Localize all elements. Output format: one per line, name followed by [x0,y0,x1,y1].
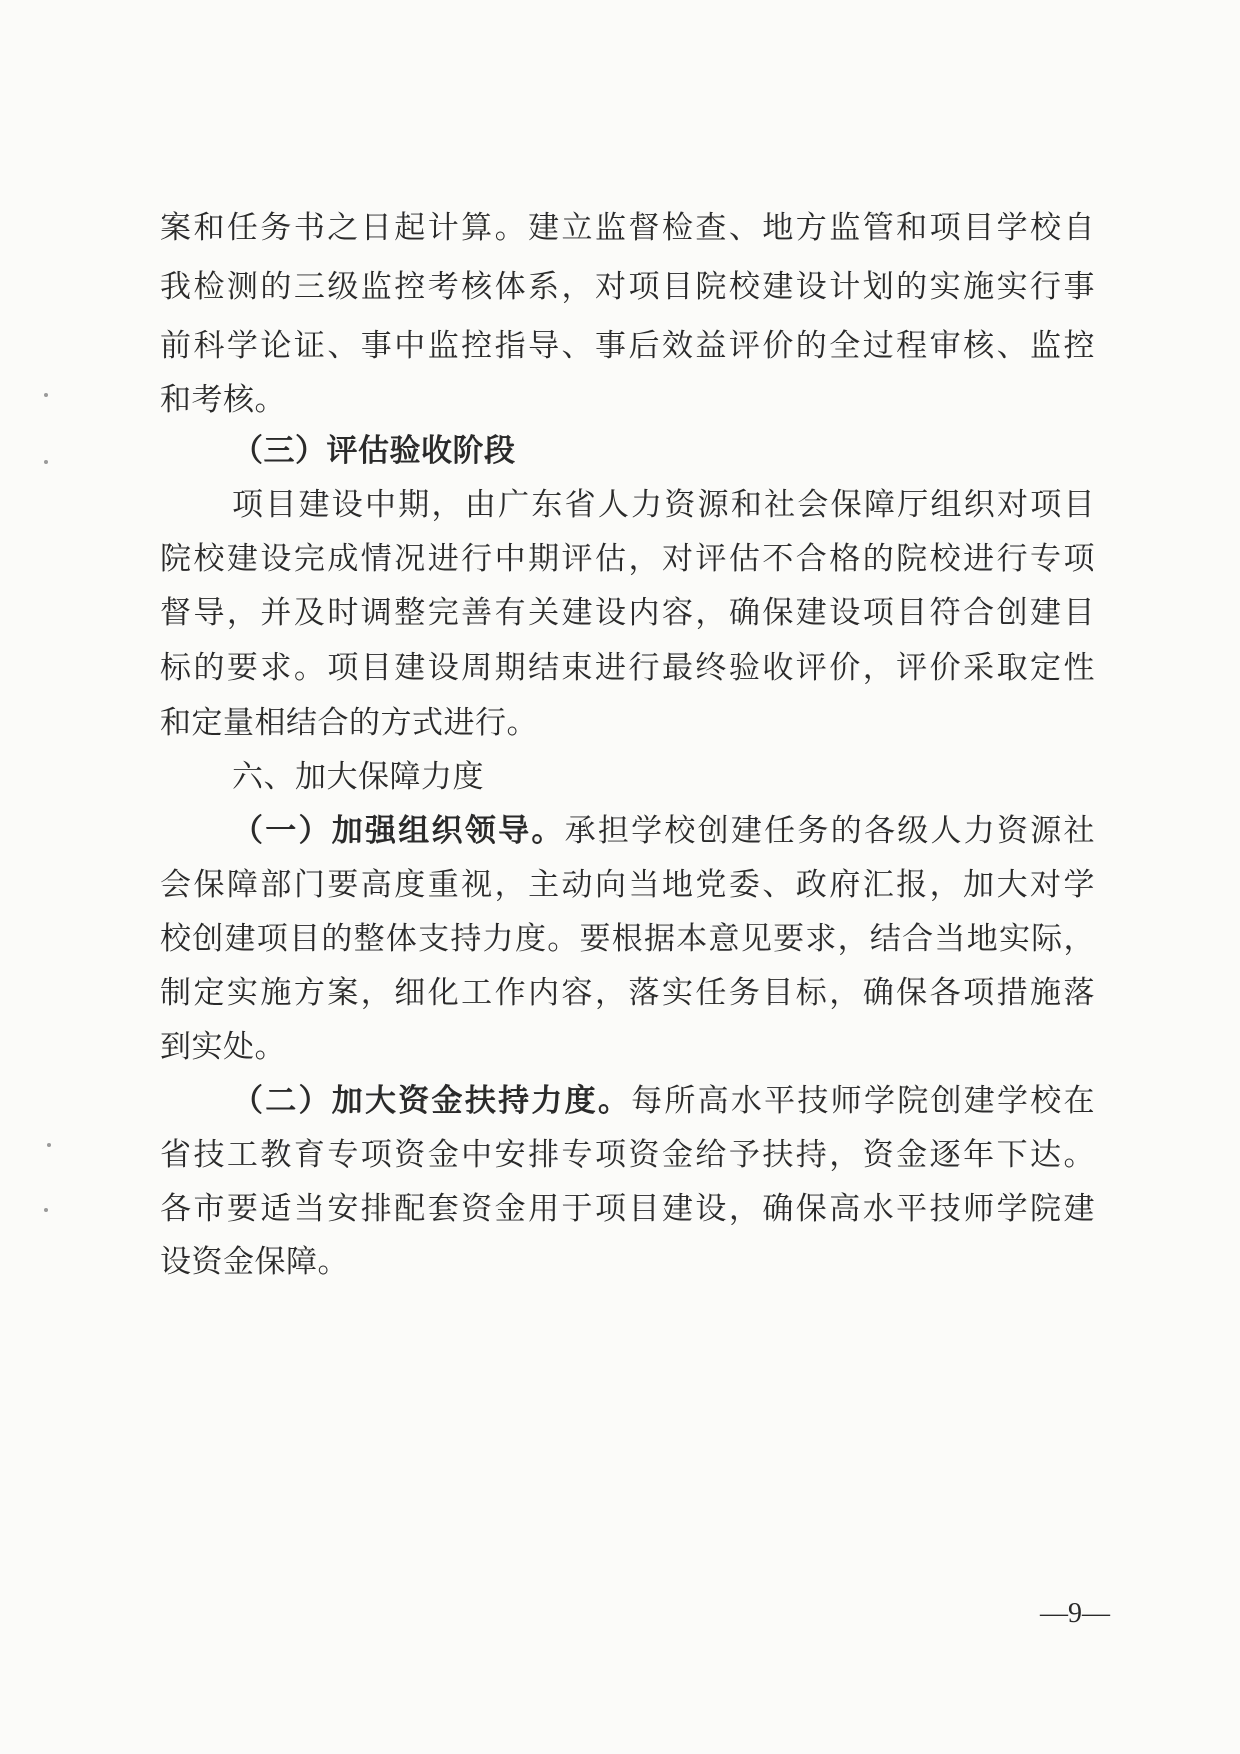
paragraph-line: 设资金保障。 [160,1244,349,1280]
subsection-title: （二）加大资金扶持力度。 [232,1083,632,1119]
paragraph-line: 项目建设中期，由广东省人力资源和社会保障厅组织对项目 [232,487,1095,523]
paragraph-line: 我检测的三级监控考核体系，对项目院校建设计划的实施实行事 [160,269,1095,305]
paragraph-line [232,1071,1095,1131]
paragraph-line [232,801,1095,861]
page-number: —9— [1040,1598,1110,1629]
paragraph-line: 案和任务书之日起计算。建立监督检查、地方监管和项目学校自 [160,210,1095,246]
paragraph-line: 标的要求。项目建设周期结束进行最终验收评价，评价采取定性 [160,650,1095,686]
paragraph-line: 校创建项目的整体支持力度。要根据本意见要求，结合当地实际， [160,921,1095,957]
paragraph-text: 承担学校创建任务的各级人力资源社 [564,813,1096,849]
paragraph-line: 制定实施方案，细化工作内容，落实任务目标，确保各项措施落 [160,975,1095,1011]
paragraph-line: 院校建设完成情况进行中期评估，对评估不合格的院校进行专项 [160,541,1095,577]
paragraph-line: 省技工教育专项资金中安排专项资金给予扶持，资金逐年下达。 [160,1137,1095,1173]
section-heading: （三）评估验收阶段 [232,433,516,469]
scan-speck [47,1143,51,1147]
paragraph-line: 和考核。 [160,382,286,418]
paragraph-line: 督导，并及时调整完善有关建设内容，确保建设项目符合创建目 [160,595,1095,631]
scan-speck [44,393,48,397]
paragraph-line: 到实处。 [160,1029,286,1065]
scan-speck [44,460,48,464]
paragraph-line: 各市要适当安排配套资金用于项目建设，确保高水平技师学院建 [160,1191,1095,1227]
paragraph-text: 每所高水平技师学院创建学校在 [631,1083,1096,1119]
paragraph-line: 会保障部门要高度重视，主动向当地党委、政府汇报，加大对学 [160,867,1095,903]
paragraph-line: 和定量相结合的方式进行。 [160,705,538,741]
subsection-title: （一）加强组织领导。 [232,813,565,849]
section-title: 六、加大保障力度 [232,759,484,795]
scan-speck [44,1208,48,1212]
paragraph-line: 前科学论证、事中监控指导、事后效益评价的全过程审核、监控 [160,328,1095,364]
